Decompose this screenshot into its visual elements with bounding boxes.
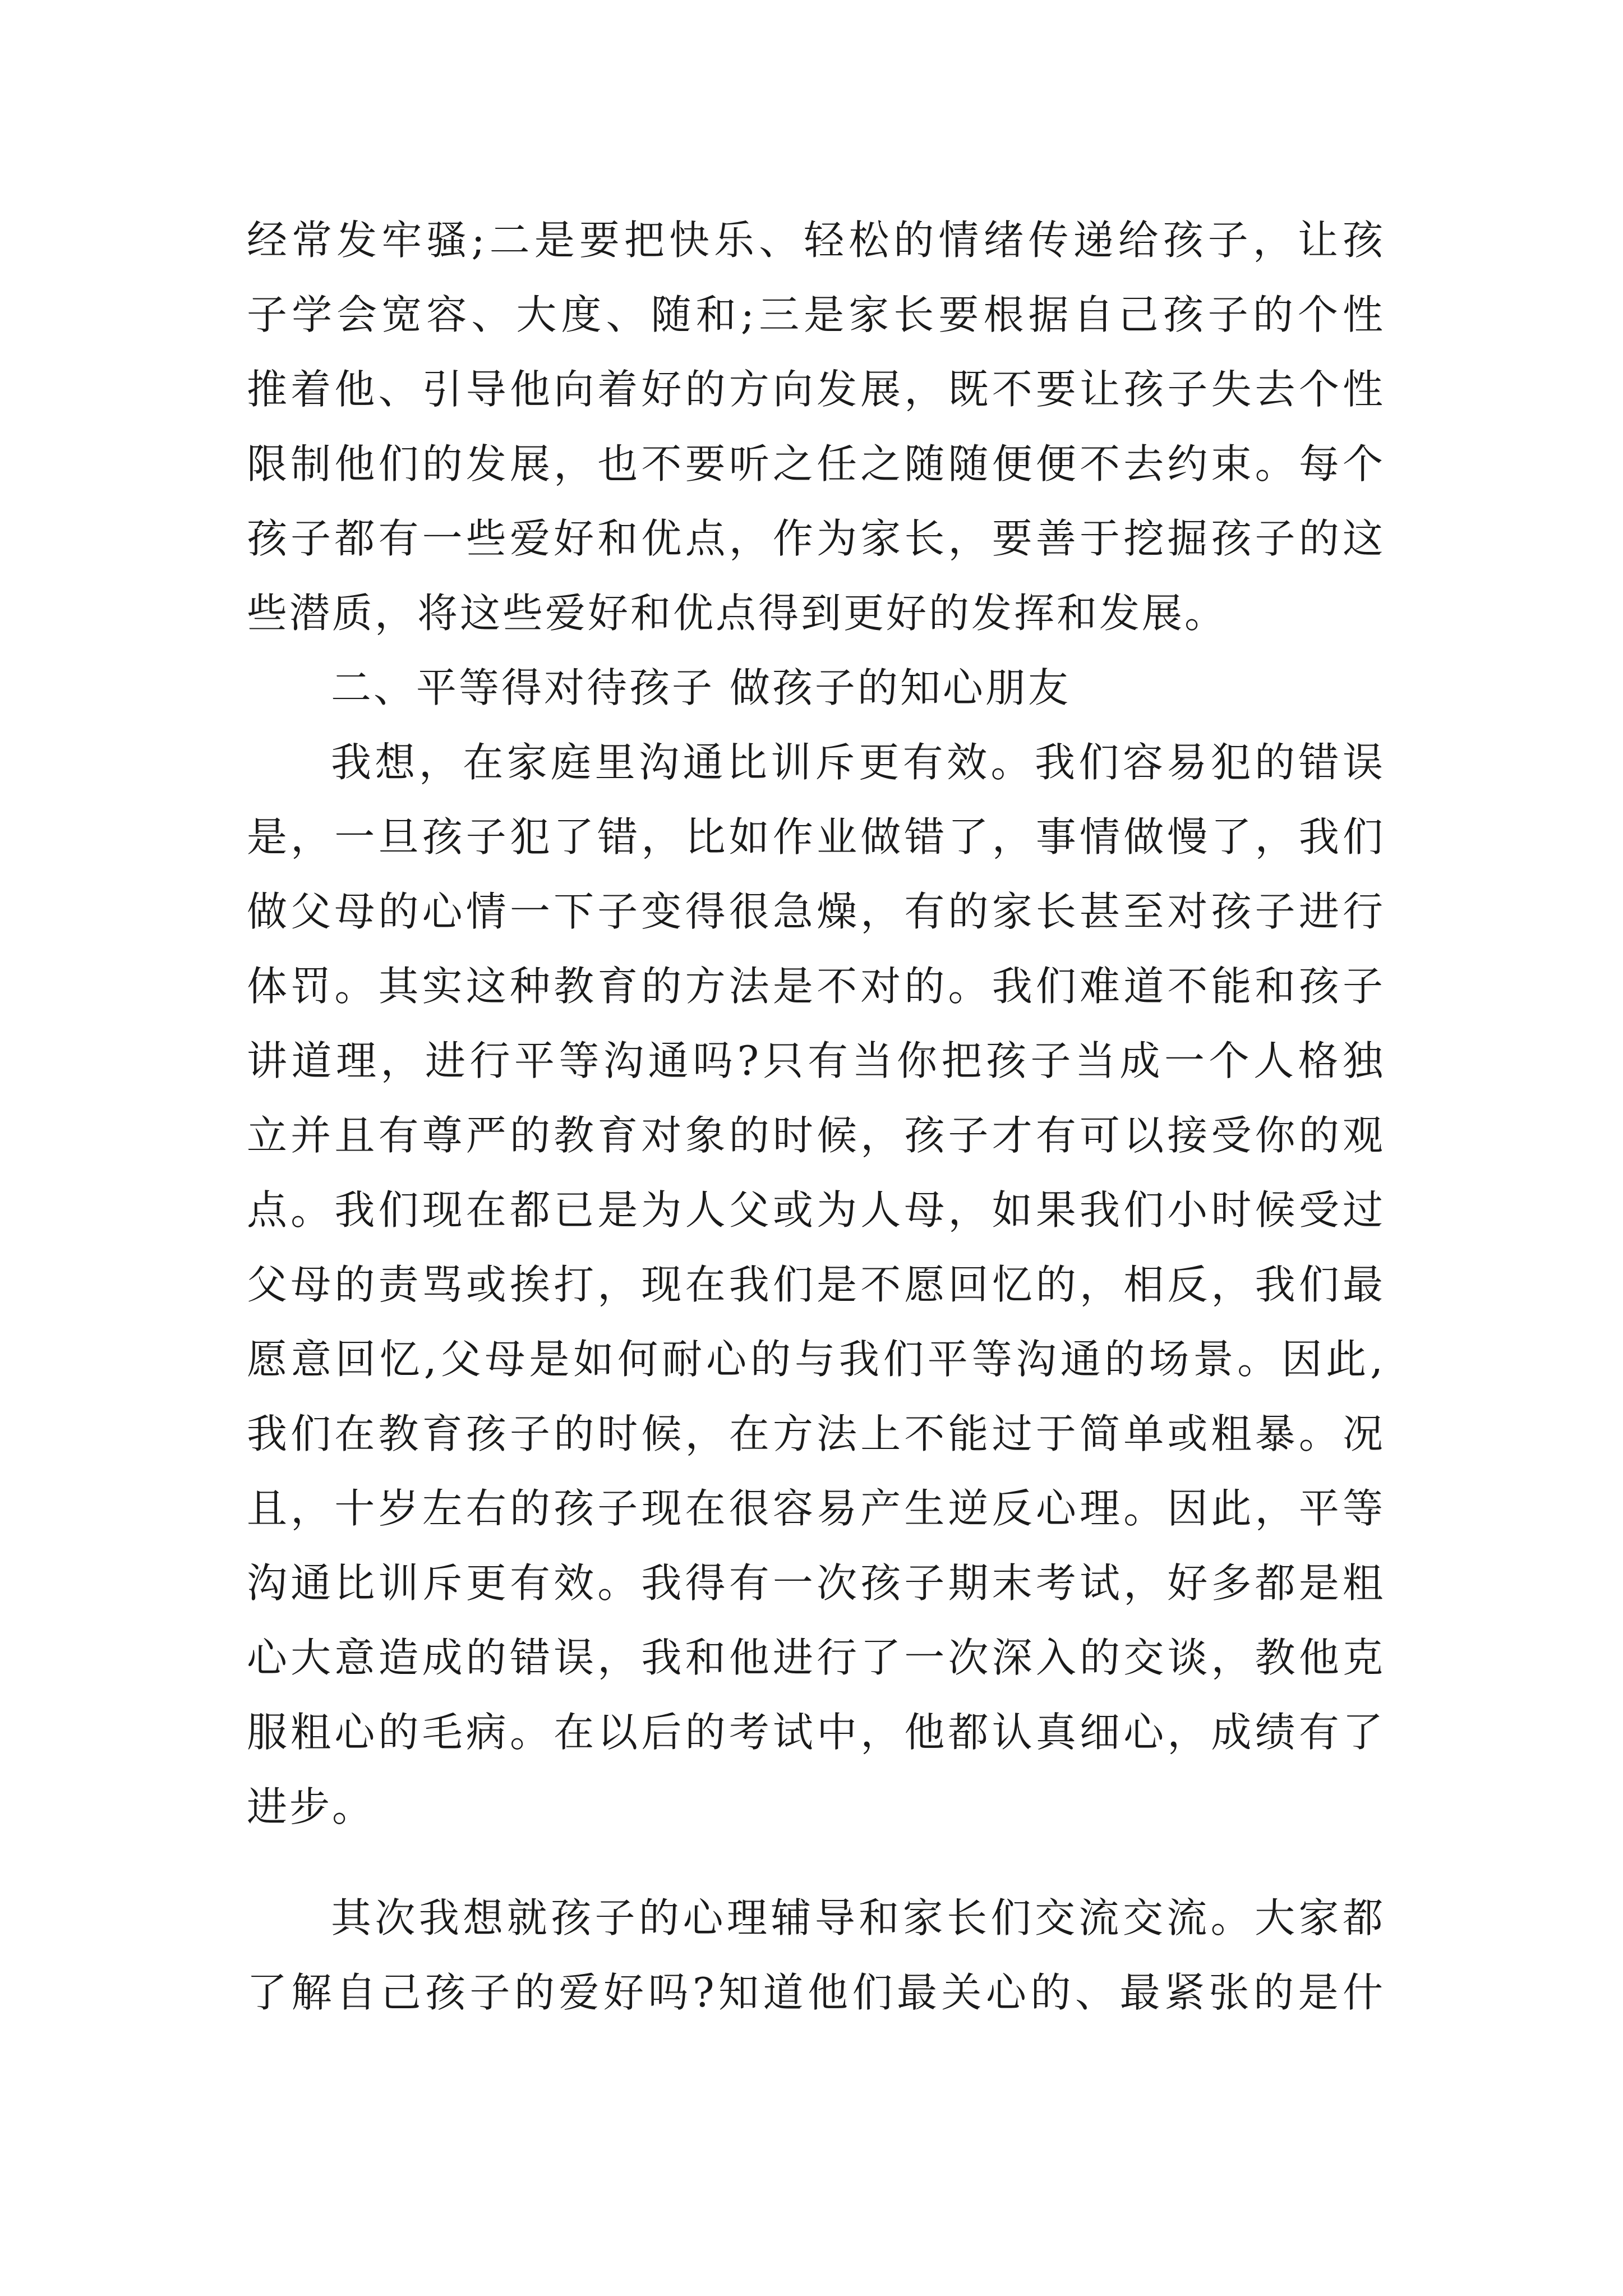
text-line: 孩子都有一些爱好和优点，作为家长，要善于挖掘孩子的这 <box>247 515 1385 562</box>
section-heading <box>247 651 1385 725</box>
text-line: 限制他们的发展，也不要听之任之随随便便不去约束。每个 <box>247 440 1385 487</box>
heading-text: 二、平等得对待孩子 做孩子的知心朋友 <box>331 664 1071 711</box>
text-line: 愿意回忆,父母是如何耐心的与我们平等沟通的场景。因此, <box>247 1336 1385 1383</box>
text-line: 进步。 <box>247 1783 375 1830</box>
text-line: 些潜质，将这些爱好和优点得到更好的发挥和发展。 <box>247 590 1228 637</box>
text-line: 讲道理，进行平等沟通吗?只有当你把孩子当成一个人格独 <box>247 1037 1385 1084</box>
text-line: 立并且有尊严的教育对象的时候，孩子才有可以接受你的观 <box>247 1112 1385 1159</box>
text-line: 是，一旦孩子犯了错，比如作业做错了，事情做慢了，我们 <box>247 813 1385 861</box>
text-line: 心大意造成的错误，我和他进行了一次深入的交谈，教他克 <box>247 1634 1385 1681</box>
text-line: 做父母的心情一下子变得很急燥，有的家长甚至对孩子进行 <box>247 888 1385 935</box>
text-line: 了解自己孩子的爱好吗?知道他们最关心的、最紧张的是什 <box>247 1969 1385 2016</box>
text-line: 且，十岁左右的孩子现在很容易产生逆反心理。因此，平等 <box>247 1485 1385 1532</box>
text-line: 我想，在家庭里沟通比训斥更有效。我们容易犯的错误 <box>331 739 1385 786</box>
text-line: 推着他、引导他向着好的方向发展，既不要让孩子失去个性 <box>247 366 1385 413</box>
text-line: 其次我想就孩子的心理辅导和家长们交流交流。大家都 <box>331 1894 1385 1941</box>
paragraph <box>247 1881 1385 2030</box>
text-line: 父母的责骂或挨打，现在我们是不愿回忆的，相反，我们最 <box>247 1261 1385 1308</box>
text-line: 经常发牢骚;二是要把快乐、轻松的情绪传递给孩子，让孩 <box>247 217 1385 264</box>
text-line: 体罚。其实这种教育的方法是不对的。我们难道不能和孩子 <box>247 963 1385 1010</box>
text-line: 沟通比训斥更有效。我得有一次孩子期末考试，好多都是粗 <box>247 1559 1385 1607</box>
text-line: 点。我们现在都已是为人父或为人母，如果我们小时候受过 <box>247 1186 1385 1234</box>
paragraph-continuation <box>247 203 1385 651</box>
text-line: 子学会宽容、大度、随和;三是家长要根据自己孩子的个性 <box>247 291 1385 338</box>
text-line: 我们在教育孩子的时候，在方法上不能过于简单或粗暴。况 <box>247 1410 1385 1457</box>
text-line: 服粗心的毛病。在以后的考试中，他都认真细心，成绩有了 <box>247 1709 1385 1756</box>
paragraph <box>247 725 1385 1844</box>
